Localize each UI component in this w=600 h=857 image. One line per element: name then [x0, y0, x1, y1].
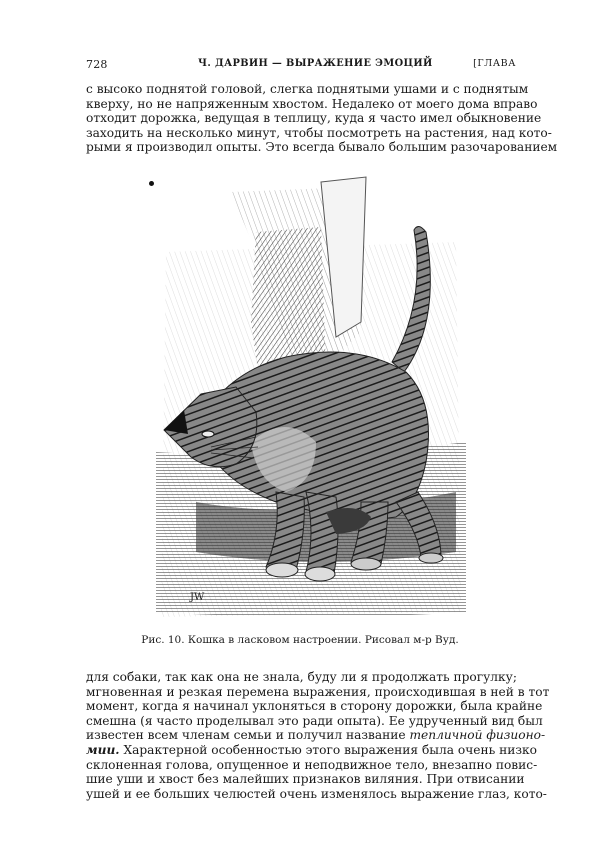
text-line — [86, 742, 537, 758]
text-line: ушей и ее больших челюстей очень изменялось выражение глаз, кото- — [86, 786, 547, 801]
page-number: 728 — [86, 58, 108, 71]
italic-term: тепличной физионо- — [409, 728, 546, 743]
paragraph-top — [86, 82, 558, 155]
text-line — [86, 728, 546, 743]
italic-term-end: мии. — [86, 742, 120, 757]
running-title: Ч. ДАРВИН — ВЫРАЖЕНИЕ ЭМОЦИЙ — [198, 58, 433, 69]
engraving-illustration — [156, 172, 466, 624]
text-line: мгновенная и резкая перемена выражения, происходившая в ней в тот — [86, 684, 550, 699]
paragraph-bottom — [86, 670, 550, 801]
figure-caption: Рис. 10. Кошка в ласковом настроении. Рисовал м-р Вуд. — [141, 634, 459, 646]
artist-monogram: JW — [190, 592, 205, 603]
text-line: отходит дорожка, ведущая в теплицу, куда я часто имел обыкновение — [86, 111, 542, 126]
text-line: склоненная голова, опущенное и неподвижное тело, внезапно повис- — [86, 757, 538, 772]
text-run: известен всем членам семьи и получил название — [86, 728, 406, 743]
text-line: смешна (я часто проделывал это ради опыта). Ее удрученный вид был — [86, 713, 543, 728]
text-line: шие уши и хвост без малейших признаков виляния. При отвисании — [86, 772, 525, 787]
text-line: рыми я производил опыты. Это всегда бывало большим разочарованием — [86, 140, 558, 155]
chapter-marker: [ГЛАВА — [473, 58, 516, 69]
page-header — [86, 58, 516, 74]
text-run: Характерной особенностью этого выражения была очень низко — [123, 742, 537, 757]
text-line: момент, когда я начинал уклоняться в сторону дорожки, была крайне — [86, 699, 543, 714]
ink-dot — [149, 181, 154, 186]
text-line: заходить на несколько минут, чтобы посмотреть на растения, над кото- — [86, 125, 552, 140]
text-line: кверху, но не напряженным хвостом. Недалеко от моего дома вправо — [86, 96, 538, 111]
cat-engraving — [156, 172, 466, 624]
text-line: с высоко поднятой головой, слегка поднятыми ушами и с поднятым — [86, 82, 529, 96]
text-line: для собаки, так как она не знала, буду ли я продолжать прогулку; — [86, 670, 517, 684]
